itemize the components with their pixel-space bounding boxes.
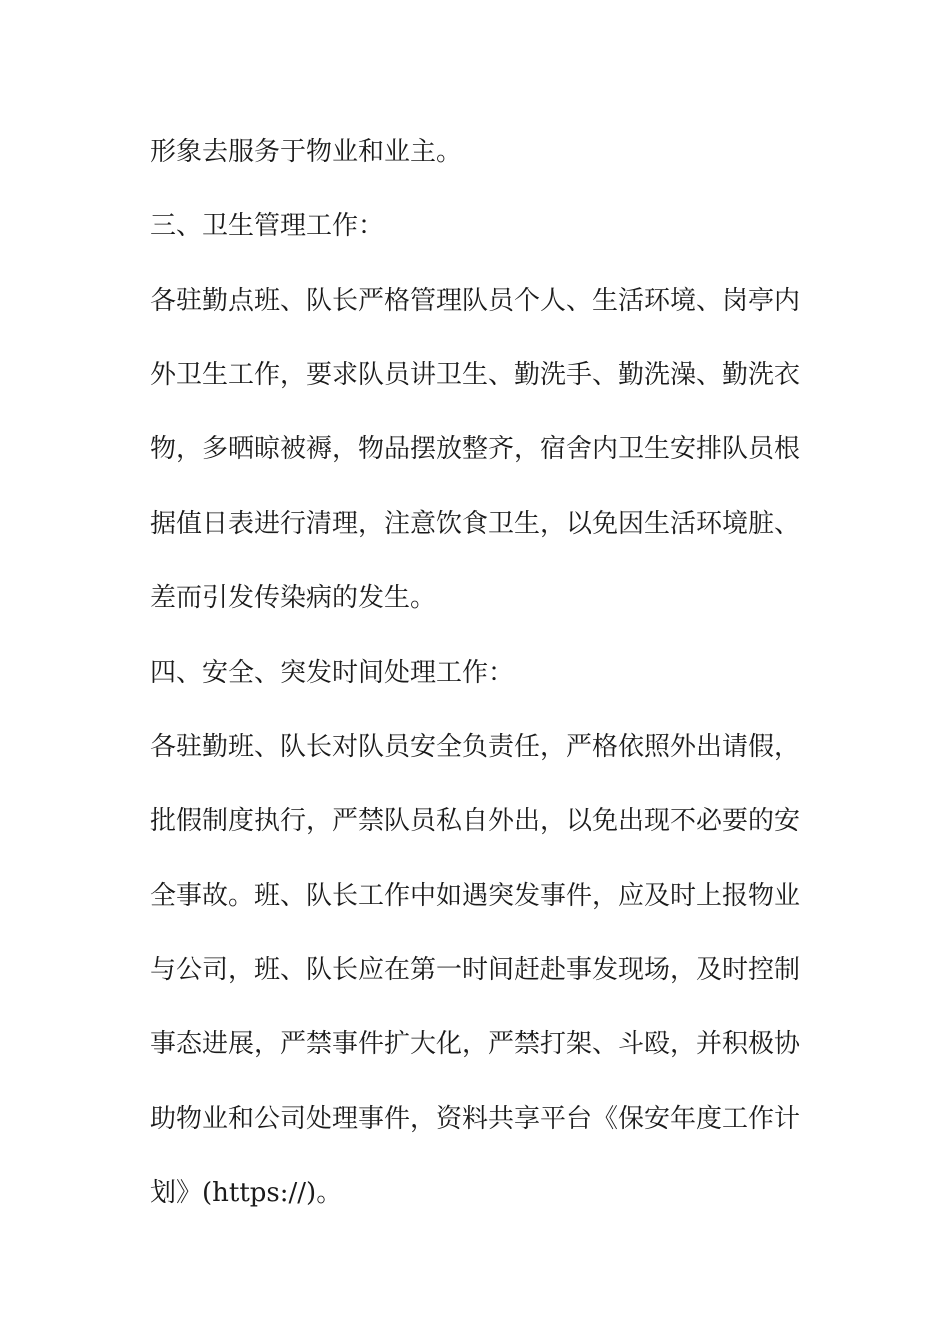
paragraph-line: 差而引发传染病的发生。 [150, 583, 437, 613]
paragraph-line: 物，多晒晾被褥，物品摆放整齐，宿舍内卫生安排队员根 [150, 434, 801, 464]
paragraph-line: 划》(https://)。 [150, 1178, 343, 1208]
paragraph-line: 全事故。班、队长工作中如遇突发事件，应及时上报物业 [150, 881, 801, 911]
paragraph-line: 与公司，班、队长应在第一时间赶赴事发现场，及时控制 [150, 955, 801, 985]
paragraph-line: 各驻勤点班、队长严格管理队员个人、生活环境、岗亭内 [150, 286, 801, 316]
paragraph-line: 形象去服务于物业和业主。 [150, 137, 463, 167]
paragraph-line: 各驻勤班、队长对队员安全负责任，严格依照外出请假， [150, 732, 801, 762]
section-heading-safety: 四、安全、突发时间处理工作： [150, 658, 515, 688]
paragraph-line: 据值日表进行清理，注意饮食卫生，以免因生活环境脏、 [150, 509, 801, 539]
paragraph-line: 事态进展，严禁事件扩大化，严禁打架、斗殴，并积极协 [150, 1029, 801, 1059]
paragraph-line: 外卫生工作，要求队员讲卫生、勤洗手、勤洗澡、勤洗衣 [150, 360, 801, 390]
paragraph-line: 批假制度执行，严禁队员私自外出，以免出现不必要的安 [150, 806, 801, 836]
paragraph-line: 助物业和公司处理事件，资料共享平台《保安年度工作计 [150, 1104, 801, 1134]
section-heading-hygiene: 三、卫生管理工作： [150, 211, 385, 241]
